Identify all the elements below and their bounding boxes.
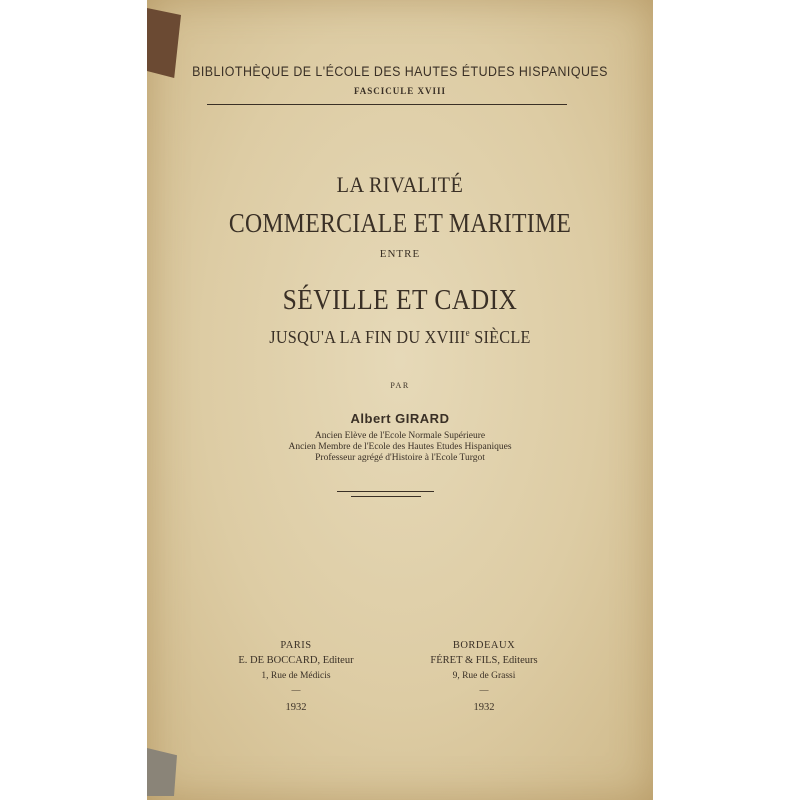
author-name: Albert GIRARD: [350, 411, 450, 426]
ornament-rule: [337, 491, 434, 497]
publication-year: 1932: [285, 702, 307, 713]
publisher-city: BORDEAUX: [452, 640, 516, 651]
author-credential: Ancien Elève de l'Ecole Normale Supérieure: [314, 431, 486, 441]
publication-year: 1932: [473, 702, 495, 713]
tape-patch-bottom: [147, 748, 177, 796]
book-title-line-1: LA RIVALITÉ: [336, 172, 464, 197]
book-title-connector: ENTRE: [379, 248, 421, 260]
author-credential: Professeur agrégé d'Histoire à l'Ecole Turgot: [315, 453, 485, 463]
book-title-line-4-end: SIÈCLE: [469, 327, 531, 347]
publisher-address: 1, Rue de Médicis: [261, 671, 331, 681]
book-cover: [147, 0, 653, 800]
series-title: BIBLIOTHÈQUE DE L'ÉCOLE DES HAUTES ÉTUDES HISPANIQUES: [192, 64, 608, 79]
publisher-separator: —: [291, 685, 301, 695]
series-fascicule: FASCICULE XVIII: [353, 86, 447, 96]
book-title-line-3: SÉVILLE ET CADIX: [282, 284, 518, 316]
publisher-city: PARIS: [280, 640, 312, 651]
publisher-separator: —: [479, 685, 489, 695]
publisher-name: FÉRET & FILS, Editeurs: [430, 655, 538, 666]
by-label: PAR: [390, 381, 410, 390]
series-rule: [207, 104, 567, 105]
publisher-name: E. DE BOCCARD, Editeur: [238, 655, 354, 666]
publisher-address: 9, Rue de Grassi: [452, 671, 516, 681]
author-credential: Ancien Membre de l'Ecole des Hautes Etudes Hispaniques: [288, 442, 512, 452]
book-title-line-4: [172, 327, 627, 348]
book-title-line-4-main: JUSQU'A LA FIN DU XVIII: [269, 327, 466, 347]
book-title-line-2: COMMERCIALE ET MARITIME: [228, 208, 572, 238]
book-title-line-4-sup: e: [465, 328, 470, 339]
